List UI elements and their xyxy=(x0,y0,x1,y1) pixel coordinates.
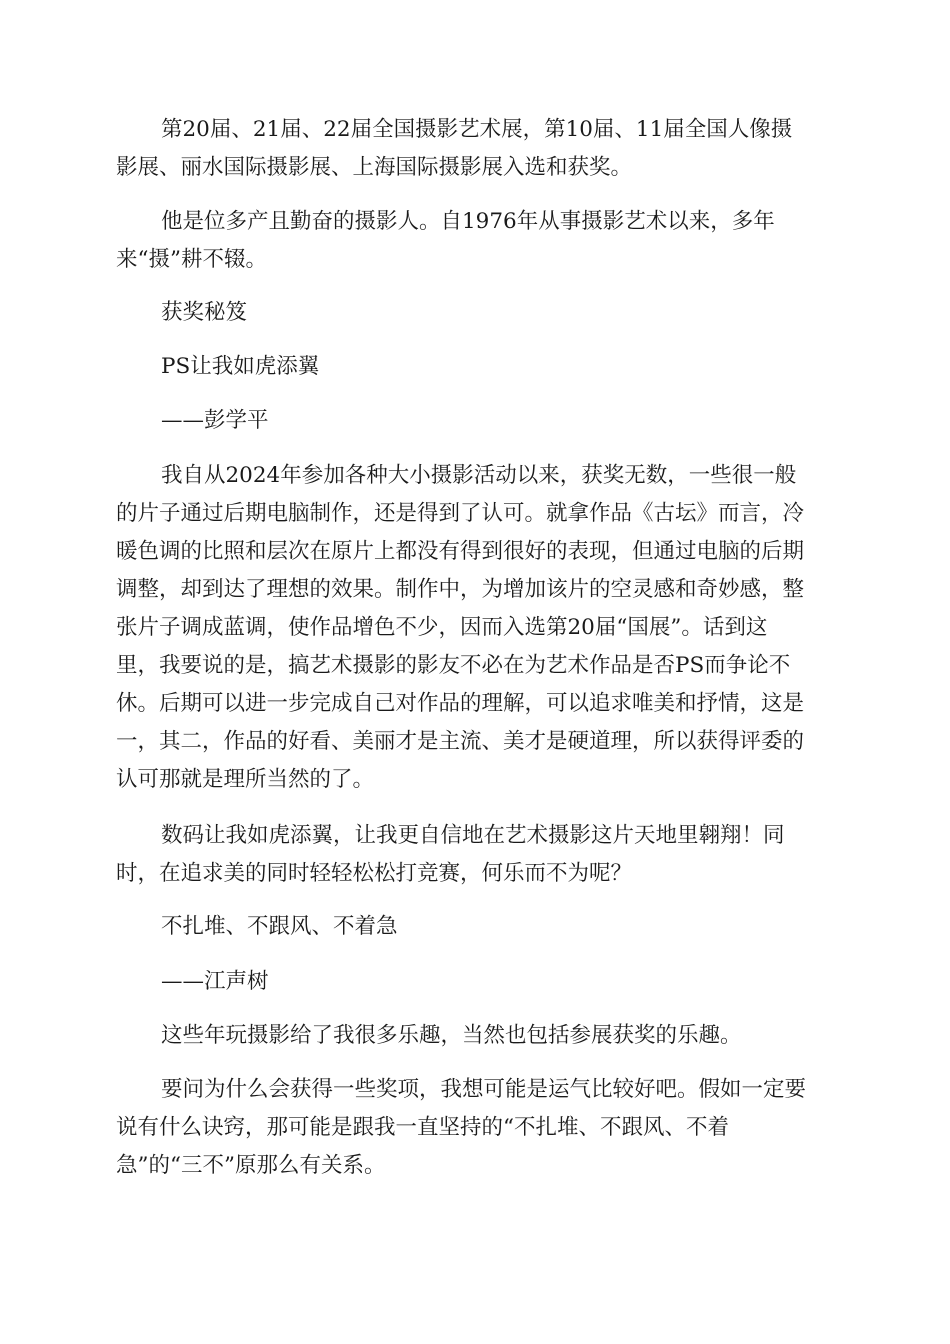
text-line: 张片子调成蓝调，使作品增色不少，因而入选第20届“国展”。话到这 xyxy=(116,615,768,640)
author-byline xyxy=(116,963,836,1001)
author-text: ——彭学平 xyxy=(161,408,269,433)
paragraph-biography xyxy=(116,203,836,279)
text-line: 调整，却到达了理想的效果。制作中，为增加该片的空灵感和奇妙感，整 xyxy=(116,577,805,602)
article-subtitle xyxy=(116,908,836,946)
text-line: 第20届、21届、22届全国摄影艺术展，第10届、11届全国人像摄 xyxy=(161,117,793,142)
section-heading-text: 获奖秘笈 xyxy=(161,300,248,325)
text-line: 一，其二，作品的好看、美丽才是主流、美才是硬道理，所以获得评委的 xyxy=(116,729,805,754)
subtitle-text: PS让我如虎添翼 xyxy=(161,354,320,379)
text-line: 来“摄”耕不辍。 xyxy=(116,247,267,272)
article-subtitle xyxy=(116,348,836,386)
text-line: 影展、丽水国际摄影展、上海国际摄影展入选和获奖。 xyxy=(116,155,633,180)
paragraph-ps-story xyxy=(116,457,836,799)
paragraph-digital xyxy=(116,817,836,893)
text-line: 暖色调的比照和层次在原片上都没有得到很好的表现，但通过电脑的后期 xyxy=(116,539,805,564)
section-heading xyxy=(116,294,836,332)
text-line: 急”的“三不”原那么有关系。 xyxy=(116,1153,386,1178)
text-line: 我自从2024年参加各种大小摄影活动以来，获奖无数，一些很一般 xyxy=(161,463,797,488)
text-line: 的片子通过后期电脑制作，还是得到了认可。就拿作品《古坛》而言，冷 xyxy=(116,501,805,526)
paragraph-secret xyxy=(116,1071,836,1185)
text-line: 他是位多产且勤奋的摄影人。自1976年从事摄影艺术以来，多年 xyxy=(161,209,775,234)
author-text: ——江声树 xyxy=(161,969,269,994)
text-line: 说有什么诀窍，那可能是跟我一直坚持的“不扎堆、不跟风、不着 xyxy=(116,1115,729,1140)
subtitle-text: 不扎堆、不跟风、不着急 xyxy=(161,914,398,939)
text-line: 里，我要说的是，搞艺术摄影的影友不必在为艺术作品是否PS而争论不 xyxy=(116,653,791,678)
text-line: 数码让我如虎添翼，让我更自信地在艺术摄影这片天地里翱翔！同 xyxy=(161,823,785,848)
author-byline xyxy=(116,402,836,440)
text-line: 要问为什么会获得一些奖项，我想可能是运气比较好吧。假如一定要 xyxy=(161,1077,807,1102)
paragraph-exhibitions xyxy=(116,111,836,187)
text-line: 休。后期可以进一步完成自己对作品的理解，可以追求唯美和抒情，这是 xyxy=(116,691,805,716)
text-line: 认可那就是理所当然的了。 xyxy=(116,767,375,792)
text-line: 这些年玩摄影给了我很多乐趣，当然也包括参展获奖的乐趣。 xyxy=(161,1023,742,1048)
text-line: 时，在追求美的同时轻轻松松打竞赛，何乐而不为呢？ xyxy=(116,861,633,886)
paragraph-fun xyxy=(116,1017,836,1055)
